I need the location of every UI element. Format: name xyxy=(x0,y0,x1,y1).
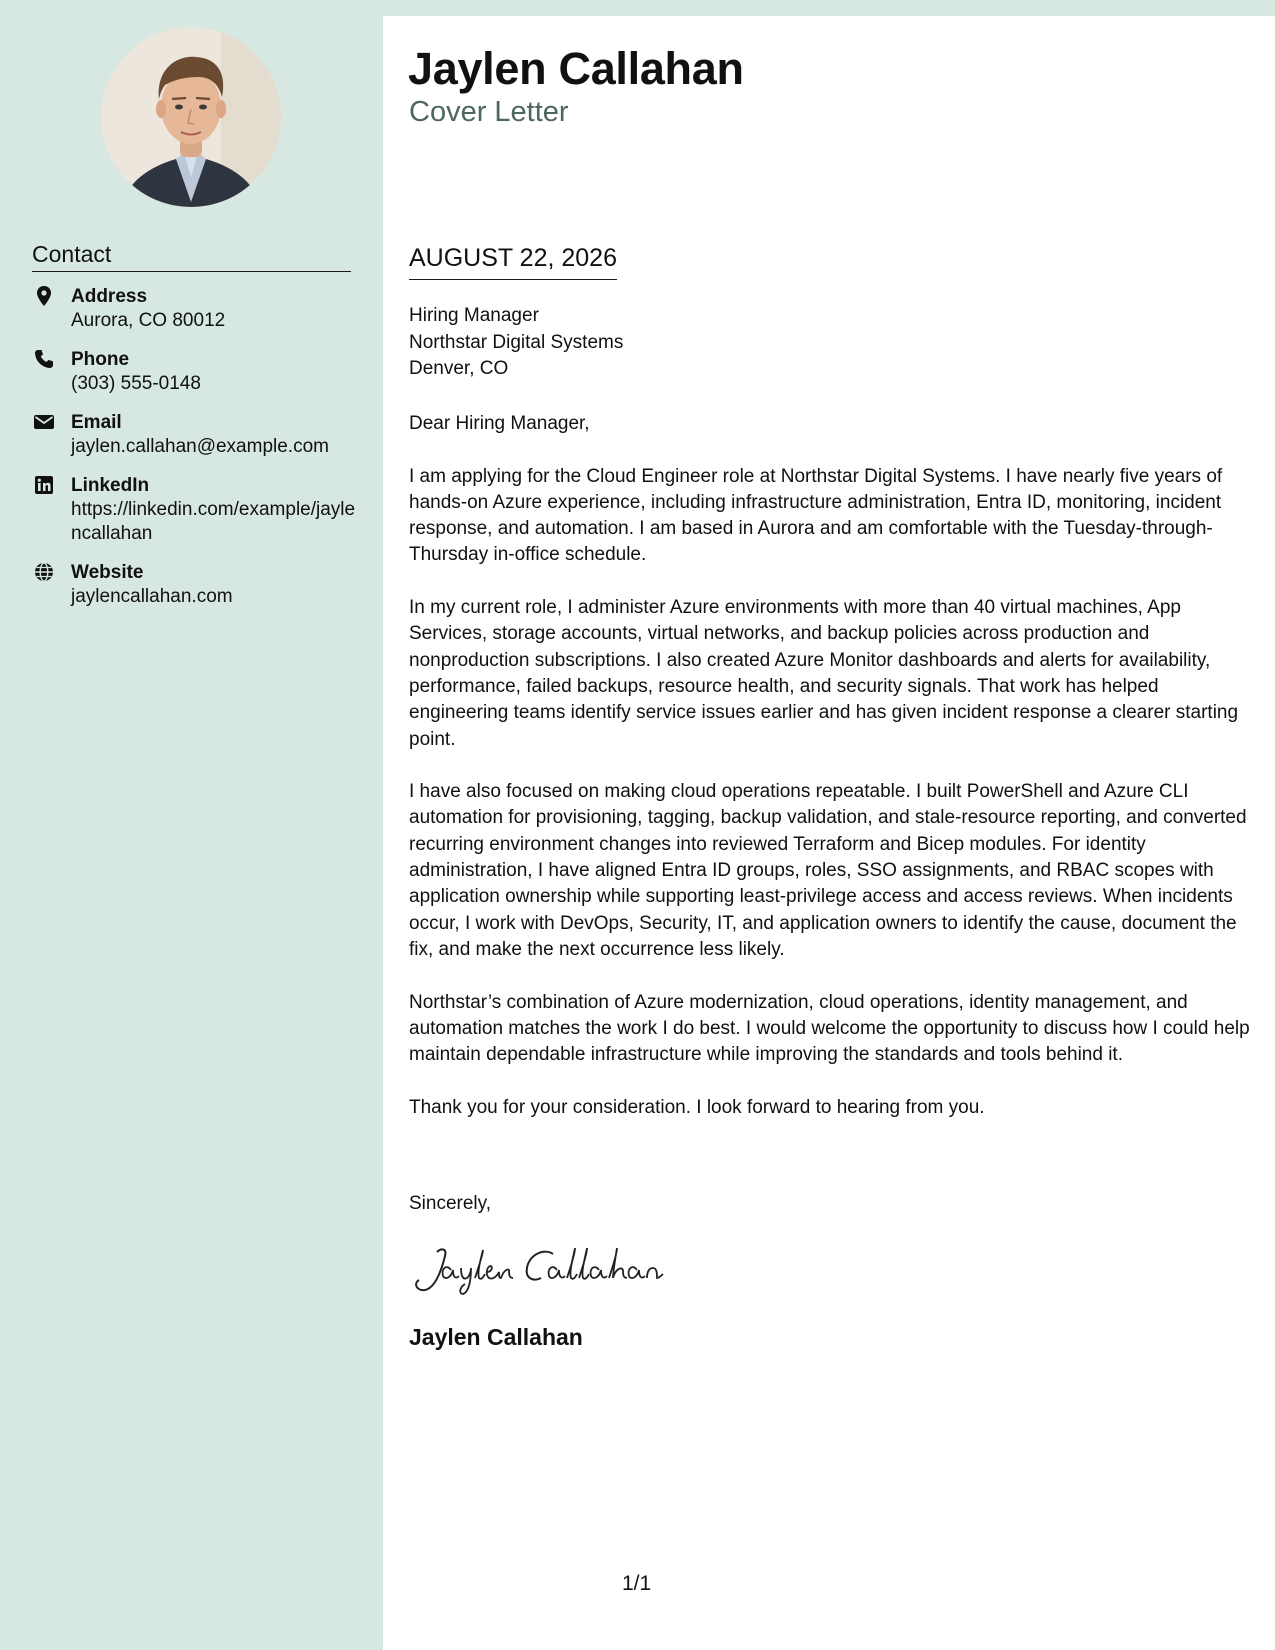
document-subtitle: Cover Letter xyxy=(409,96,569,128)
profile-photo xyxy=(101,27,281,207)
contact-linkedin xyxy=(32,473,362,546)
contact-label: Email xyxy=(71,412,122,433)
email-link[interactable]: jaylen.callahan@example.com xyxy=(71,436,329,457)
closing: Sincerely, xyxy=(409,1193,492,1214)
body-paragraph: Northstar’s combination of Azure modernization, cloud operations, identity management, and automation matches the work I do best. I would welcome the opportunity to discuss how I could help maintain dependable infrastructure while improving the standards and tools behind it. xyxy=(409,991,1250,1066)
phone-icon xyxy=(34,349,54,369)
body-paragraph: I am applying for the Cloud Engineer role at Northstar Digital Systems. I have nearly five years of hands-on Azure experience, including infrastructure administration, Entra ID, monitoring, incident response, and automation. I am based in Aurora and am comfortable with the Tuesday-through-Thursday in-office schedule. xyxy=(409,465,1223,566)
letter-body xyxy=(409,411,1256,1147)
body-paragraph: In my current role, I administer Azure environments with more than 40 virtual machines, App Services, storage accounts, virtual networks, and backup policies across production and nonproduction subscriptions. I also created Azure Monitor dashboards and alerts for availability, performance, failed backups, resource health, and security signals. That work has helped engineering teams identify service issues earlier and has given incident response a clearer starting point. xyxy=(409,597,1239,750)
recipient-location: Denver, CO xyxy=(409,358,509,379)
letter-page xyxy=(383,16,1275,1650)
body-paragraph: Thank you for your consideration. I look forward to hearing from you. xyxy=(409,1096,985,1118)
website-link[interactable]: jaylencallahan.com xyxy=(71,586,233,607)
applicant-name: Jaylen Callahan xyxy=(408,43,744,94)
contact-email xyxy=(32,410,362,459)
signed-name: Jaylen Callahan xyxy=(409,1324,583,1350)
contact-label: Website xyxy=(71,562,144,583)
profile-photo-image xyxy=(101,27,281,207)
envelope-icon xyxy=(34,412,54,432)
letter-date: AUGUST 22, 2026 xyxy=(409,243,617,280)
phone-value: (303) 555-0148 xyxy=(71,373,201,394)
contact-address xyxy=(32,284,362,333)
recipient-company: Northstar Digital Systems xyxy=(409,331,624,353)
contact-phone xyxy=(32,347,362,396)
contact-label: LinkedIn xyxy=(71,475,150,496)
globe-icon xyxy=(34,562,54,582)
handwritten-signature xyxy=(407,1238,667,1298)
contact-heading: Contact xyxy=(32,240,351,272)
page-number: 1/1 xyxy=(622,1572,652,1595)
address-value: Aurora, CO 80012 xyxy=(71,310,226,331)
linkedin-icon xyxy=(34,475,54,495)
contact-list xyxy=(32,284,362,623)
contact-website xyxy=(32,560,362,609)
linkedin-link[interactable]: https://linkedin.com/example/jaylencallahan xyxy=(71,499,356,544)
map-pin-icon xyxy=(34,286,54,306)
contact-label: Phone xyxy=(71,349,130,370)
sidebar xyxy=(0,0,383,1650)
contact-label: Address xyxy=(71,286,148,307)
body-paragraph: I have also focused on making cloud operations repeatable. I built PowerShell and Azure CLI automation for provisioning, tagging, backup validation, and stale-resource reporting, and converted recurring environment changes into reviewed Terraform and Bicep modules. For identity administration, I have aligned Entra ID groups, roles, SSO assignments, and RBAC scopes with application ownership while supporting least-privilege access and access reviews. When incidents occur, I work with DevOps, Security, IT, and application owners to identify the cause, document the fix, and make the next occurrence less likely. xyxy=(409,781,1247,960)
recipient-block xyxy=(409,303,623,383)
greeting: Dear Hiring Manager, xyxy=(409,413,590,434)
recipient-title: Hiring Manager xyxy=(409,305,539,326)
